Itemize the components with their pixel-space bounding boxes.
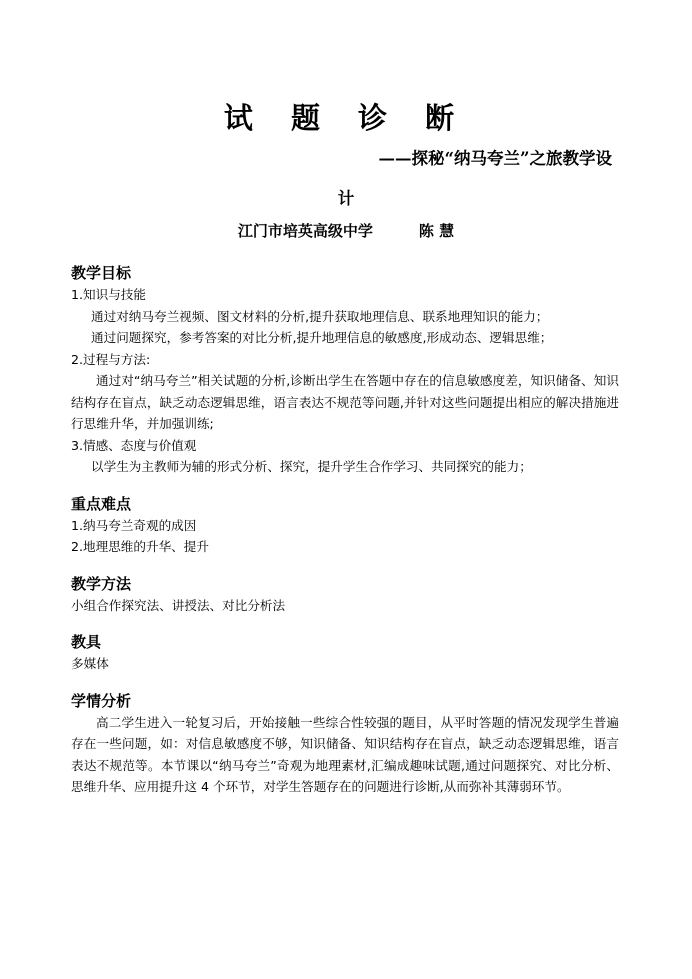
author-name: 陈 慧	[418, 222, 455, 240]
methods-text: 小组合作探究法、讲授法、对比分析法	[71, 597, 286, 613]
objective-3-line-1: 以学生为主教师为辅的形式分析、探究，提升学生合作学习、共同探究的能力；	[91, 459, 532, 474]
document-title: 试 题 诊 断	[223, 101, 469, 135]
objective-2-title: 2.过程与方法:	[71, 351, 151, 367]
school-name: 江门市培英高级中学	[237, 222, 373, 240]
objective-2-paragraph: 通过对“纳马夸兰”相关试题的分析,诊断出学生在答题中存在的信息敏感度差，知识储备、知识结构存在盲点，缺乏动态逻辑思维，语言表达不规范等问题,并针对这些问题提出相应的解决措施进行思维升华，并加强训练;	[71, 373, 619, 431]
section-objectives	[71, 262, 619, 478]
section-heading: 学情分析	[71, 691, 132, 710]
objective-1-line-1: 通过对纳马夸兰视频、图文材料的分析,提升获取地理信息、联系地理知识的能力；	[91, 308, 549, 324]
tools-text: 多媒体	[71, 656, 109, 671]
section-heading: 教学方法	[71, 574, 132, 593]
analysis-paragraph: 高二学生进入一轮复习后，开始接触一些综合性较强的题目，从平时答题的情况发现学生普遍存在一些问题，如：对信息敏感度不够，知识储备、知识结构存在盲点，缺乏动态逻辑思维，语言表达不规范等。本节课以“纳马夸兰”奇观为地理素材,汇编成趣味试题,通过问题探究、对比分析、思维升华、应用提升这 4 个环节，对学生答题存在的问题进行诊断,从而弥补其薄弱环节。	[71, 714, 619, 794]
list-item: 2.地理思维的升华、提升	[71, 539, 209, 554]
section-heading: 教具	[71, 633, 102, 651]
section-tools	[71, 631, 619, 675]
author-line	[0, 220, 692, 242]
section-heading: 重点难点	[71, 494, 132, 513]
section-key-points	[71, 493, 619, 558]
document-subtitle-continued: 计	[337, 189, 355, 208]
document-body	[71, 262, 619, 798]
section-analysis	[71, 690, 619, 798]
list-item: 1.纳马夸兰奇观的成因	[71, 517, 197, 533]
document-subtitle: ——探秘“纳马夸兰”之旅教学设	[378, 149, 612, 168]
objective-1-line-2: 通过问题探究，参考答案的对比分析,提升地理信息的敏感度,形成动态、逻辑思维；	[91, 330, 553, 345]
section-heading: 教学目标	[71, 264, 132, 282]
objective-3-title: 3.情感、态度与价值观	[71, 437, 197, 453]
section-methods	[71, 573, 619, 617]
objective-1-title: 1.知识与技能	[71, 287, 146, 302]
